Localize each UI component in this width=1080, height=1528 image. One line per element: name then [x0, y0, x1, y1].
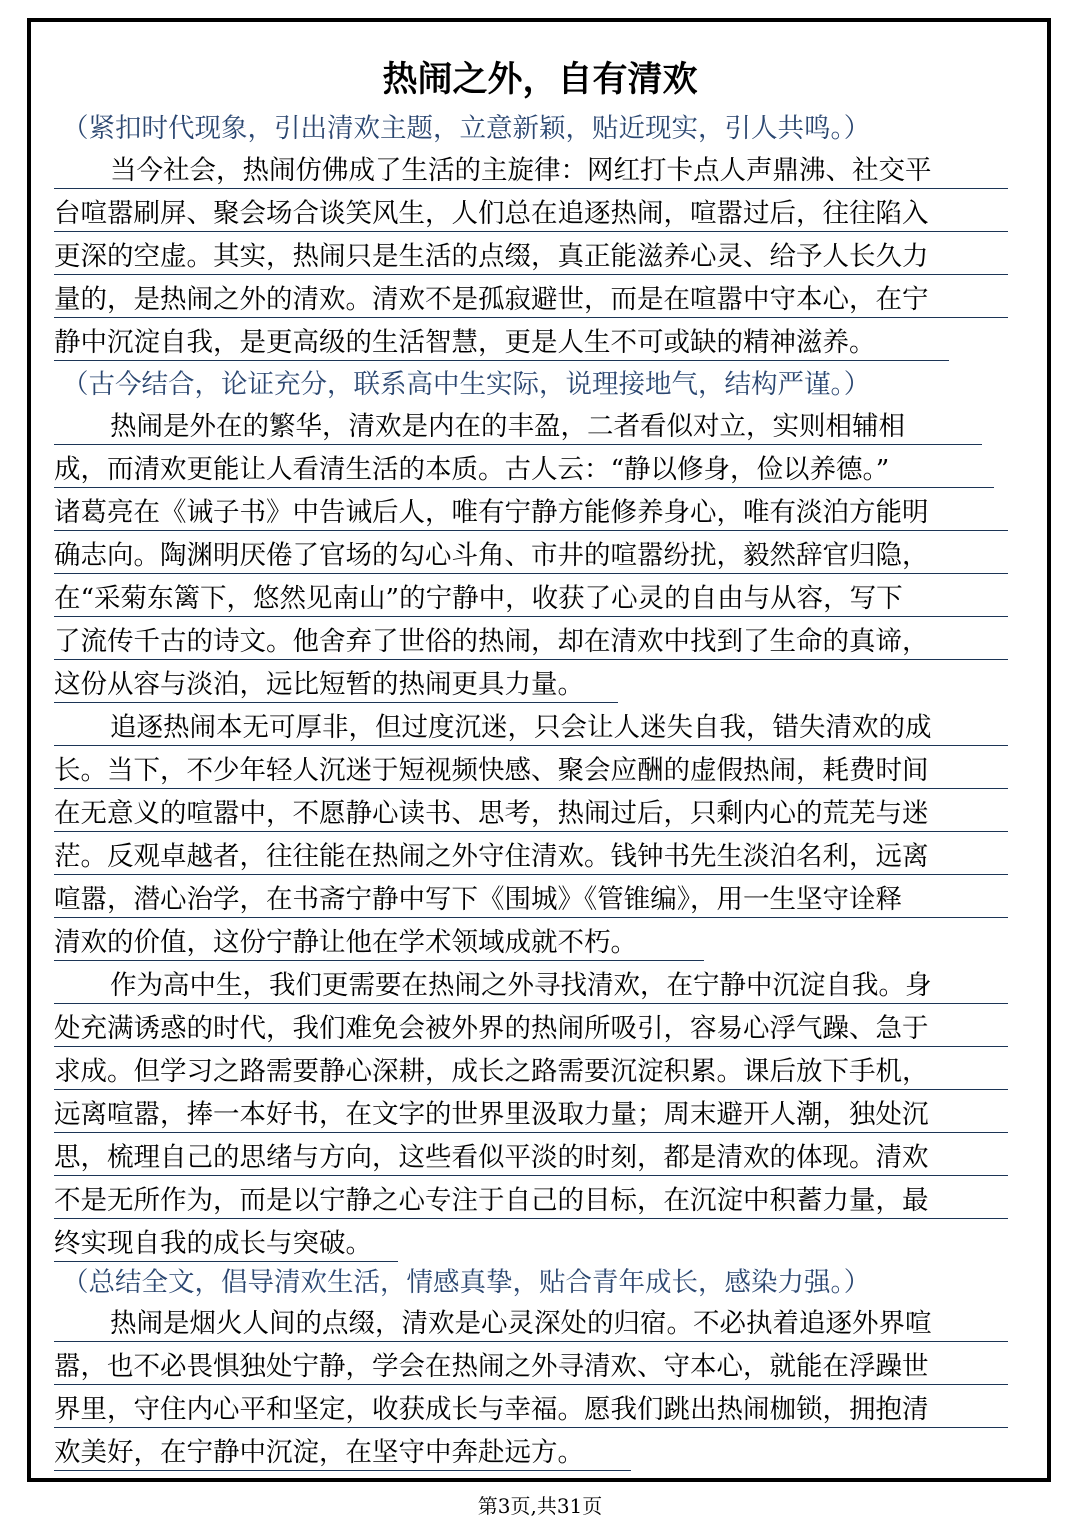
paragraph-1-line-2: 台喧嚣刷屏、聚会场合谈笑风生，人们总在追逐热闹，喧嚣过后，往往陷入 — [54, 197, 1008, 232]
paragraph-4-line-1: 作为高中生，我们更需要在热闹之外寻找清欢，在宁静中沉淀自我。身 — [54, 969, 1008, 1004]
comment-2: （古今结合，论证充分，联系高中生实际，说理接地气，结构严谨。） — [62, 369, 871, 400]
comment-1: （紧扣时代现象，引出清欢主题，立意新颖，贴近现实，引人共鸣。） — [62, 113, 871, 144]
paragraph-4-line-5: 思，梳理自己的思绪与方向，这些看似平淡的时刻，都是清欢的体现。清欢 — [54, 1141, 1008, 1176]
paragraph-1-line-5: 静中沉淀自我，是更高级的生活智慧，更是人生不可或缺的精神滋养。 — [54, 326, 949, 361]
paragraph-3-line-5: 喧嚣，潜心治学，在书斋宁静中写下《围城》《管锥编》，用一生坚守诠释 — [54, 883, 1008, 918]
paragraph-5-line-3: 界里，守住内心平和坚定，收获成长与幸福。愿我们跳出热闹枷锁，拥抱清 — [54, 1393, 1008, 1428]
paragraph-4-line-4: 远离喧嚣，捧一本好书，在文字的世界里汲取力量；周末避开人潮，独处沉 — [54, 1098, 1008, 1133]
paragraph-5-line-1: 热闹是烟火人间的点缀，清欢是心灵深处的归宿。不必执着追逐外界喧 — [54, 1307, 1008, 1342]
paragraph-1-line-1: 当今社会，热闹仿佛成了生活的主旋律：网红打卡点人声鼎沸、社交平 — [54, 154, 1008, 189]
paragraph-3-line-4: 茫。反观卓越者，往往能在热闹之外守住清欢。钱钟书先生淡泊名利，远离 — [54, 840, 1008, 875]
comment-3: （总结全文，倡导清欢生活，情感真挚，贴合青年成长，感染力强。） — [62, 1267, 871, 1298]
paragraph-3-line-2: 长。当下，不少年轻人沉迷于短视频快感、聚会应酬的虚假热闹，耗费时间 — [54, 754, 1008, 789]
paragraph-1-line-4: 量的，是热闹之外的清欢。清欢不是孤寂避世，而是在喧嚣中守本心，在宁 — [54, 283, 1008, 318]
paragraph-2-line-7: 这份从容与淡泊，远比短暂的热闹更具力量。 — [54, 668, 618, 703]
paragraph-5-line-4: 欢美好，在宁静中沉淀，在坚守中奔赴远方。 — [54, 1436, 631, 1471]
paragraph-4-line-2: 处充满诱惑的时代，我们难免会被外界的热闹所吸引，容易心浮气躁、急于 — [54, 1012, 1008, 1047]
paragraph-1-line-3: 更深的空虚。其实，热闹只是生活的点缀，真正能滋养心灵、给予人长久力 — [54, 240, 1008, 275]
essay-title: 热闹之外，自有清欢 — [382, 60, 698, 100]
page-border — [27, 18, 1051, 1482]
paragraph-2-line-3: 诸葛亮在《诫子书》中告诫后人，唯有宁静方能修养身心，唯有淡泊方能明 — [54, 496, 1008, 531]
paragraph-2-line-1: 热闹是外在的繁华，清欢是内在的丰盈，二者看似对立，实则相辅相 — [54, 410, 982, 445]
paragraph-3-line-3: 在无意义的喧嚣中，不愿静心读书、思考，热闹过后，只剩内心的荒芜与迷 — [54, 797, 1008, 832]
paragraph-3-line-1: 追逐热闹本无可厚非，但过度沉迷，只会让人迷失自我，错失清欢的成 — [54, 711, 1008, 746]
paragraph-2-line-2: 成，而清欢更能让人看清生活的本质。古人云：“静以修身，俭以养德。” — [54, 453, 994, 488]
paragraph-2-line-4: 确志向。陶渊明厌倦了官场的勾心斗角、市井的喧嚣纷扰，毅然辞官归隐， — [54, 539, 1008, 574]
page-number: 第3页,共31页 — [477, 1494, 603, 1518]
paragraph-4-line-7: 终实现自我的成长与突破。 — [54, 1227, 398, 1262]
paragraph-5-line-2: 嚣，也不必畏惧独处宁静，学会在热闹之外寻清欢、守本心，就能在浮躁世 — [54, 1350, 1008, 1385]
paragraph-4-line-6: 不是无所作为，而是以宁静之心专注于自己的目标，在沉淀中积蓄力量，最 — [54, 1184, 1008, 1219]
paragraph-2-line-5: 在“采菊东篱下，悠然见南山”的宁静中，收获了心灵的自由与从容，写下 — [54, 582, 1008, 617]
paragraph-3-line-6: 清欢的价值，这份宁静让他在学术领域成就不朽。 — [54, 926, 704, 961]
paragraph-4-line-3: 求成。但学习之路需要静心深耕，成长之路需要沉淀积累。课后放下手机， — [54, 1055, 1008, 1090]
paragraph-2-line-6: 了流传千古的诗文。他舍弃了世俗的热闹，却在清欢中找到了生命的真谛， — [54, 625, 1008, 660]
